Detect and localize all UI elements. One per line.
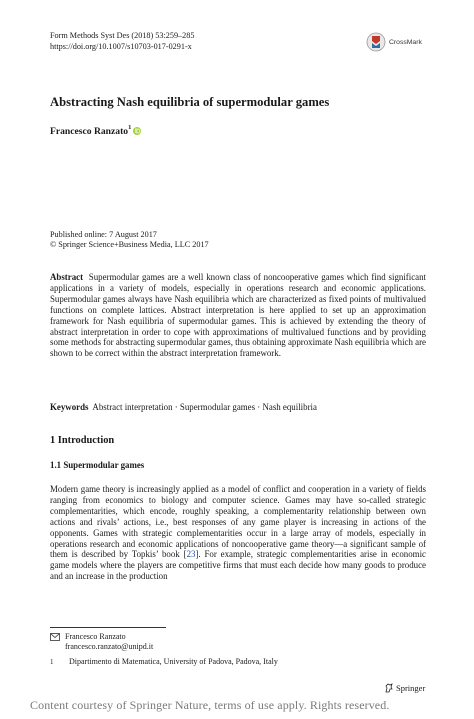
keywords-label: Keywords — [50, 402, 89, 412]
article-title: Abstracting Nash equilibria of supermodular games — [50, 95, 330, 109]
crossmark-label: CrossMark — [389, 38, 422, 46]
contact-name: Francesco Ranzato — [65, 632, 126, 641]
publisher-name: Springer — [396, 683, 426, 693]
crossmark-icon — [366, 32, 386, 52]
orcid-icon[interactable] — [133, 127, 141, 135]
affiliation-text: Dipartimento di Matematica, University of Padova, Padova, Italy — [69, 657, 278, 666]
springer-horse-icon — [384, 683, 394, 693]
copyright-line: © Springer Science+Business Media, LLC 2017 — [50, 240, 209, 250]
abstract-paragraph — [50, 272, 426, 359]
journal-header — [50, 31, 194, 52]
author-name[interactable]: Francesco Ranzato — [50, 126, 129, 137]
copyright-watermark: Content courtesy of Springer Nature, terms of use apply. Rights reserved. — [30, 698, 390, 712]
intro-text-before: Modern game theory is increasingly applied as a model of conflict and cooperation in a variety of fields ranging from economics to biology and computer science. Games may have so-called strategic complementarities, which encode, roughly speaking, a complementarity relationship between own actions and rivals’ actions, i.e., best responses of any game player is increasing in actions of the opponents. Games with strategic complementarities occur in a large array of models, especially in operations research and economic applications of noncooperative game theory—a significant sample of them is described by Topkis’ book [ — [50, 484, 426, 560]
publication-info — [50, 230, 209, 251]
introduction-paragraph — [50, 484, 426, 582]
contact-footnote — [50, 632, 153, 652]
journal-citation: Form Methods Syst Des (2018) 53:259–285 — [50, 31, 195, 40]
abstract-label: Abstract — [50, 272, 84, 282]
citation-link[interactable]: 23 — [186, 549, 196, 560]
affiliation-mark: 1 — [50, 658, 54, 666]
author-affiliation-mark: 1 — [128, 124, 132, 131]
author-line — [50, 126, 141, 137]
intro-text-after: ]. For example, strategic complementarities arise in economic game models where the players are competitive firms that must each decide how many goods to produce and an increase in the production — [50, 549, 426, 582]
doi-link[interactable]: https://doi.org/10.1007/s10703-017-0291-x — [50, 41, 192, 51]
abstract-text: Supermodular games are a well known class of noncooperative games which find significant applications in a variety of models, especially in operations research and economic applications. Supermodular games always have Nash equilibria which are characterized as fixed points of multivalued functions on complete lattices. Abstract interpretation is here applied to set up an approximation framework for Nash equilibria of supermodular games. This is achieved by extending the theory of abstract interpretation in order to cope with approximations of multivalued functions and by providing some methods for abstracting supermodular games, thus obtaining approximate Nash equilibria which are shown to be correct within the abstract interpretation framework. — [50, 272, 427, 359]
subsection-heading: 1.1 Supermodular games — [50, 460, 145, 470]
section-heading: 1 Introduction — [50, 435, 115, 446]
keywords-line — [50, 402, 426, 412]
footnote-divider — [50, 627, 166, 628]
contact-email[interactable]: francesco.ranzato@unipd.it — [65, 642, 154, 651]
crossmark-badge[interactable] — [366, 31, 436, 53]
envelope-icon — [50, 633, 60, 641]
published-date: Published online: 7 August 2017 — [50, 230, 157, 239]
keywords-text: Abstract interpretation · Supermodular games · Nash equilibria — [92, 402, 317, 412]
affiliation-footnote — [50, 657, 278, 667]
publisher-logo — [384, 683, 425, 693]
